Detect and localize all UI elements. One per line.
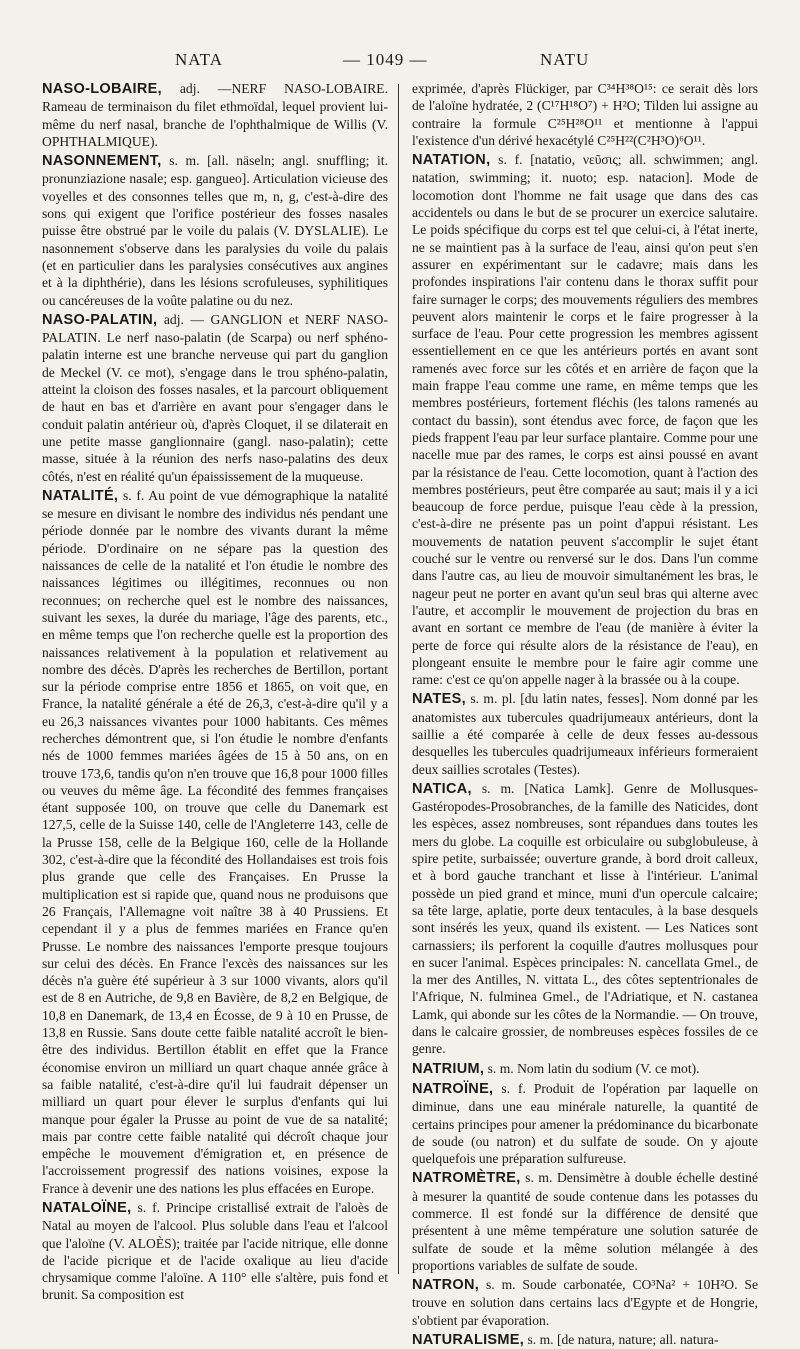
running-header	[40, 50, 780, 78]
column-divider	[398, 84, 399, 1274]
entry-headword: NATATION,	[412, 152, 491, 169]
dictionary-entry	[42, 487, 388, 1197]
entry-text: s. f. Principe cristallisé extrait de l'aloès de Natal au moyen de l'alcool. Plus soluble dans l'eau et l'alcool que l'aloïne (V. ALOÈS); traitée par l'acide nitrique, elle donne de l'acide picrique et de l'acide oxalique au lieu d'acide chrysamique comme l'aloïne. A 110° elle s'altère, puis fond et brunit. Sa composition est	[42, 1200, 388, 1303]
page-number: — 1049 —	[343, 50, 428, 69]
entry-headword: NASONNEMENT,	[42, 153, 162, 170]
entry-headword: NATURALISME,	[412, 1332, 525, 1349]
dictionary-entry	[412, 1060, 758, 1078]
dictionary-entry	[412, 80, 758, 149]
entry-headword: NASO-PALATIN,	[42, 311, 158, 328]
entry-headword: NATALITÉ,	[42, 487, 119, 504]
dictionary-entry	[412, 151, 758, 688]
entry-text: s. f. Au point de vue démographique la natalité se mesure en divisant le nombre des individus nés pendant une période donnée par le nombre des vivants durant la même période. D'ordinaire on ne sépare pas la question des naissances de celle de la natalité et l'on étudie le nombre des naissances légitimes ou illégitimes, reconnues ou non reconnues; on recherche quel est le nombre des naissances, suivant les sexes, la durée du mariage, l'âge des parents, etc., en même temps que l'on recherche quelle est la proportion des naissances relativement à la population et relativement au nombre des décès. D'après les recherches de Bertillon, portant sur la période comprise entre 1856 et 1865, on voit que, en France, la natalité générale a été de 26,3, c'est-à-dire qu'il y a eu 26,3 naissances vivantes pour 1000 habitants. Ces mêmes recherches démontrent que, si l'on étudie le nombre d'enfants nés de 1000 femmes mariées âgées de 15 à 50 ans, on en trouve 173,6, tandis qu'on n'en trouve que 16,8 pour 1000 filles ou veuves du même âge. La fécondité des femmes françaises étant supposée 100, on trouve que celle du Danemark est 127,5, celle de la Suisse 140, celle de l'Angleterre 143, celle de la Prusse 158, celle de la Belgique 160, celle de la Hollande 302, c'est-à-dire que la fécondité des Hollandaises est trois fois plus grande que celle des Françaises. En Prusse la multiplication est si rapide que, quand nous ne produisons que 26 Français, l'Allemagne voit naître 38 à 40 Prussiens. Et cependant il y a plus de femmes mariées en France qu'en Prusse. Le nombre des naissances l'emporte presque toujours sur celui des décès. En France l'excès des naissances sur les décès n'a guère été supérieur à 3 sur 1000 vivants, alors qu'il est de 8 en Autriche, de 9,8 en Bavière, de 8,2 en Belgique, de 10,8 en Danemark, de 13,4 en Écosse, de 9 à 10 en Prusse, de 13,8 en Russie. Sans doute cette faible natalité accroît le bien-être des individus. Bertillon établit en effet que la France économise environ un milliard un quart chaque année grâce à sa faible natalité, c'est-à-dire qu'il lui faudrait dépenser un milliard un quart pour élever le surplus d'enfants qui lui manque pour égaler la Prusse au point de vue de sa natalité; mais par contre cette faible natalité qui décroît chaque jour empêche le mouvement d'émigration et, en présence de l'accroissement progressif des nations voisines, expose la France à devenir une des nations les plus effacées en Europe.	[42, 487, 388, 1196]
entry-text: s. m. pl. [du latin nates, fesses]. Nom donné par les anatomistes aux tubercules quadrijumeaux antérieurs, dont la saillie a été comparée à celle de deux fesses au-dessous desquelles les tubercules quadrijumeaux inférieurs formeraient deux saillies scrotales (Testes).	[412, 691, 758, 777]
dictionary-entry	[42, 80, 388, 150]
entry-text: exprimée, d'après Flückiger, par C³⁴H³⁸O¹⁵: ce serait dès lors de l'aloïne hydratée, 2 (C¹⁷H¹⁸O⁷) + H²O; Tilden lui assigne au contraire la formule C²⁵H²⁸O¹¹ et mentionne à l'appui l'existence d'un dérivé hexacétylé C²⁵H²²(C²H³O)⁶O¹¹.	[412, 81, 758, 148]
entry-headword: NATRIUM,	[412, 1060, 485, 1077]
dictionary-entry	[412, 1169, 758, 1274]
dictionary-entry	[412, 1080, 758, 1167]
dictionary-entry	[42, 1199, 388, 1304]
entry-text: s. m. Nom latin du sodium (V. ce mot).	[487, 1060, 700, 1076]
dictionary-entry	[42, 311, 388, 485]
entry-text: s. m. Densimètre à double échelle destiné à mesurer la quantité de soude contenue dans les potasses du commerce. Il est fondé sur la différence de densité que présentent à une même température une solution saturée de sulfate de soude et la même solution mélangée à des proportions variables de sulfate de soude.	[412, 1170, 758, 1273]
dictionary-entry	[412, 690, 758, 777]
entry-headword: NATROMÈTRE,	[412, 1170, 521, 1187]
entry-headword: NATALOÏNE,	[42, 1200, 132, 1216]
dictionary-entry	[412, 1331, 758, 1349]
entry-text: adj. —NERF NASO-LOBAIRE. Rameau de terminaison du filet ethmoïdal, lequel provient lui-même du nerf nasal, branche de l'ophthalmique de Willis (V. OPHTHALMIQUE).	[42, 81, 388, 149]
entry-headword: NATRON,	[412, 1277, 480, 1294]
dictionary-entry	[412, 1276, 758, 1329]
dictionary-entry	[412, 780, 758, 1058]
entry-text: s. f. [natatio, νεῦσις; all. schwimmen; angl. natation, swimming; it. nuoto; esp. natacion]. Mode de locomotion dont l'homme ne fait usage que dans des cas accidentels ou dans le but de se procurer un exercice salutaire. Le poids spécifique du corps est tel que celui-ci, à l'état inerte, ne se maintient pas à la surface de l'eau, ainsi qu'on peut s'en assurer en expérimentant sur le cadavre; mais dans les profondes inspirations l'air contenu dans le thorax suffit pour faire surnager le corps; des mouvements réguliers des membres peuvent alors maintenir le corps et le faire progresser à la surface de l'eau. Pour cette progression les membres agissent essentiellement en ce que les antérieurs portés en avant sont ramenés avec force sur les côtés et en arrière de façon que la main frappe l'eau comme une rame, en même temps que les membres postérieurs, fortement fléchis (les talons ramenés au contact du bassin), sont étendus avec force, de façon que les pieds frappent l'eau par leur surface plantaire. Comme pour une nacelle mue par des rames, le corps est ainsi poussé en avant par la résistance de l'eau. Cette locomotion, quant à l'action des membres postérieurs, peut être comparée au saut; mais il y a ici beaucoup de force perdue, puisque l'eau cède à la pression, c'est-à-dire ne présente pas un point d'appui résistant. Les mouvements de natation peuvent s'accomplir le sujet étant couché sur le ventre ou renversé sur le dos. Dans l'un comme dans l'autre cas, au lieu de mouvoir simultanément les bras, le nageur peut ne porter en avant qu'un seul bras qui alterne avec l'autre, et accomplir le mouvement de projection du bras en avant en sortant ce membre de l'eau (de manière à éviter la perte de force qui résulte alors de la résistance de l'eau), en plongeant ensuite le membre pour le faire agir comme une rame: c'est ce qu'on appelle nager à la brassée ou à la coupe.	[412, 152, 758, 688]
entry-text: adj. — GANGLION et NERF NASO-PALATIN. Le nerf naso-palatin (de Scarpa) ou nerf sphéno-palatin interne est une branche nerveuse qui part du ganglion de Meckel (V. ce mot), s'engage dans le trou sphéno-palatin, atteint la cloison des fosses nasales, et la parcourt obliquement de haut en bas et d'arrière en avant pour s'engager dans le conduit palatin antérieur où, d'après Cloquet, il se dilaterait en une petite masse ganglionnaire (gangl. naso-palatin); cette masse, située à la réunion des nerfs naso-palatins des deux côtés, n'est en réalité qu'un épaississement de la muqueuse.	[42, 311, 388, 484]
entry-headword: NASO-LOBAIRE,	[42, 81, 162, 97]
entry-text: s. f. Produit de l'opération par laquelle on diminue, dans une eau minérale naturelle, la quantité de certains principes pour amener la prédominance du bicarbonate de soude (ou natron) et du sulfate de soude. On y ajoute quelquefois une préparation sulfureuse.	[412, 1080, 758, 1167]
entry-text: s. m. [Natica Lamk]. Genre de Mollusques-Gastéropodes-Prosobranches, de la famille des Naticides, dont les espèces, assez nombreuses, sont répandues dans toutes les mers du globe. La coquille est orbiculaire ou subglobuleuse, à spire petite, surbaissée; ouverture grande, à bord droit calleux, et à bord gauche tranchant et lisse à l'intérieur. L'animal possède un pied grand et mince, muni d'un opercule calcaire; sa tête large, aplatie, porte deux tentacules, à la base desquels sont insérés les yeux, quand ils existent. — Les Natices sont carnassiers; ils perforent la coquille d'autres mollusques pour en sucer l'animal. Espèces principales: N. cancellata Gmel., de la mer des Antilles, N. vittata L., des côtes septentrionales de l'Afrique, N. fulminea Gmel., de l'Adriatique, et N. castanea Lamk, qui abonde sur les côtes de la Normandie. — On trouve, dans le calcaire grossier, de nombreuses espèces fossiles de ce genre.	[412, 780, 758, 1057]
header-left-word: NATA	[175, 50, 223, 69]
entry-text: s. m. [all. näseln; angl. snuffling; it. pronunziazione nasale; esp. gangueo]. Articulation vicieuse des voyelles et des consonnes telles que m, n, g, c'est-à-dire des sons qui exigent que l'orifice postérieur des fosses nasales puisse être obstrué par le voile du palais (V. DYSLALIE). Le nasonnement s'observe dans les paralysies du voile du palais (et en particulier dans les paralysies consécutives aux angines et à la diphthérie), dans les lésions scrofuleuses, syphilitiques ou cancéreuses de la voûte palatine ou du nez.	[42, 153, 388, 308]
entry-headword: NATES,	[412, 691, 466, 708]
entry-headword: NATROÏNE,	[412, 1080, 494, 1097]
header-right-word: NATU	[540, 50, 590, 69]
left-column	[42, 80, 388, 1303]
entry-text: s. m. [de natura, nature; all. natura-	[527, 1332, 719, 1348]
dictionary-entry	[42, 152, 388, 309]
right-column	[412, 80, 758, 1349]
entry-headword: NATICA,	[412, 780, 472, 797]
entry-text: s. m. Soude carbonatée, CO³Na² + 10H²O. Se trouve en solution dans certains lacs d'Egypte et de Hongrie, s'obtient par évaporation.	[412, 1277, 758, 1328]
